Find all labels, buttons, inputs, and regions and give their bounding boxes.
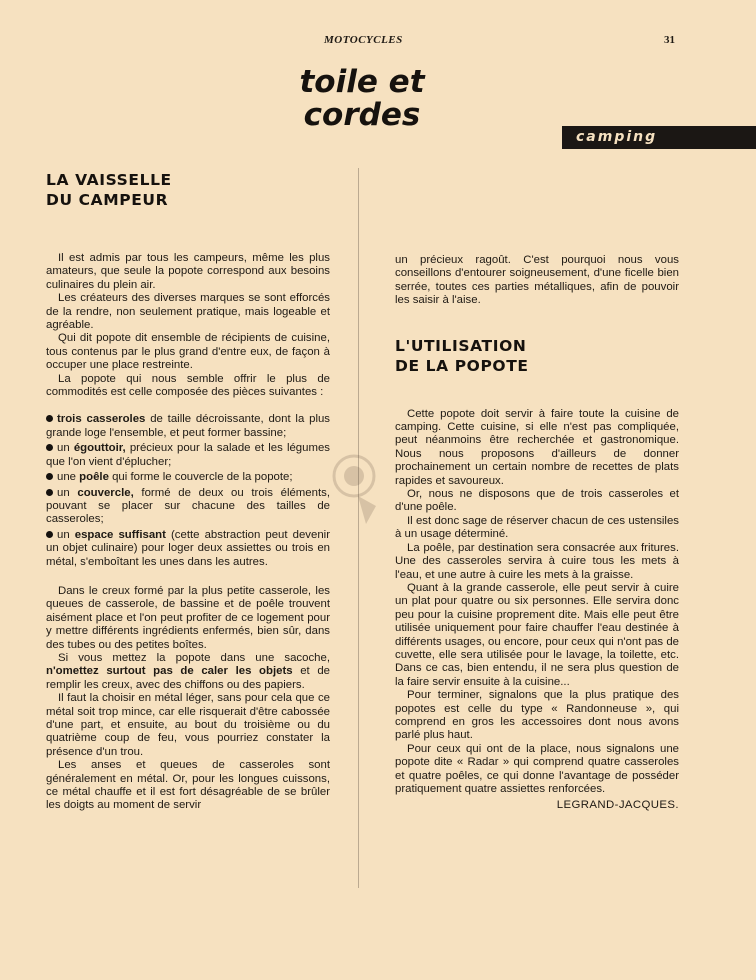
bullet-icon (46, 489, 53, 496)
section-heading-vaisselle (46, 170, 330, 210)
bullet-icon (46, 473, 53, 480)
list-item: un égouttoir, précieux pour la salade et les légumes que l'on vient d'éplucher; (46, 442, 330, 468)
paragraph: La popote qui nous semble offrir le plus de commodités est celle composée des pièces suivantes : (46, 372, 330, 399)
paragraph: Les créateurs des diverses marques se sont efforcés de la rendre, non seulement pratique, mais logeable et agréable. (46, 292, 330, 332)
list-item: un couvercle, formé de deux ou trois éléments, pouvant se placer sur chacune des tailles de casseroles; (46, 486, 330, 526)
column-divider (358, 168, 359, 888)
section-heading-utilisation (395, 336, 679, 376)
paragraph: Cette popote doit servir à faire toute la cuisine de camping. Cette cuisine, si elle n'est pas compliquée, peut néanmoins être recherchée et gastronomique. Nous nous proposons d'ailleurs de donner prochainement un certain nombre de recettes de plats rapides et savoureux. (395, 407, 679, 487)
list-item: une poêle qui forme le couvercle de la popote; (46, 471, 330, 484)
author-signature: LEGRAND-JACQUES. (556, 799, 679, 812)
paragraph-continuation: un précieux ragoût. C'est pourquoi nous vous conseillons d'entourer soigneusement, d'une ficelle bien serrée, toutes ces parties métalliques, afin de pouvoir les saisir à l'aise. (395, 254, 679, 307)
faded-stamp-image (328, 446, 386, 526)
article-title (292, 66, 432, 132)
list-item: un espace suffisant (cette abstraction peut devenir un objet culinaire) pour loger deux assiettes ou trois en métal, s'emboîtant les unes dans les autres. (46, 528, 330, 568)
paragraph: Quant à la grande casserole, elle peut servir à cuire un plat pour quatre ou six personnes. Elle servira donc peu pour la cuisine proprement dite. Mais elle peut être utilisée uniquement pour faire chauffer l'eau destinée à différents usages, ou encore, pour ceux qui n'ont pas de cuvette, elle sera utilisée pour le lavage, la toilette, etc. Dans ce cas, bien entendu, il ne sera plus question de la faire servir ensuite à la cuisine... (395, 581, 679, 688)
paragraph: Qui dit popote dit ensemble de récipients de cuisine, tous contenus par le plus grand d'entre eux, de façon à occuper une place restreinte. (46, 332, 330, 372)
bullet-icon (46, 444, 53, 451)
paragraph: Pour ceux qui ont de la place, nous signalons une popote dite « Radar » qui comprend quatre casseroles et quatre poêles, ce qui donne l'avantage de posséder pratiquement quatre assiettes renforcées. (395, 742, 679, 795)
paragraph: Si vous mettez la popote dans une sacoche, n'omettez surtout pas de caler les objets et de remplir les creux, avec des chiffons ou des papiers. (46, 651, 330, 691)
bullet-icon (46, 531, 53, 538)
paragraph: La poêle, par destination sera consacrée aux fritures. Une des casseroles servira à cuire tous les mets à l'eau, et une autre à cuire les mets à la graisse. (395, 541, 679, 581)
heading-line: L'UTILISATION (395, 336, 527, 355)
running-header: MOTOCYCLES (324, 34, 403, 46)
paragraph: Il est admis par tous les campeurs, même les plus amateurs, que seule la popote correspond aux besoins culinaires du plein air. (46, 252, 330, 291)
rubric-band: camping (562, 126, 756, 149)
left-column (46, 170, 330, 813)
paragraph: Il est donc sage de réserver chacun de ces ustensiles à un usage déterminé. (395, 514, 679, 541)
paragraph: Les anses et queues de casseroles sont généralement en métal. Or, pour les longues cuissons, ce métal chauffe et il est fort désagréable de se brûler les doigts au moment de servir (46, 759, 330, 812)
article-title-line-2: cordes (303, 97, 421, 133)
bullet-icon (46, 415, 53, 422)
page-number: 31 (664, 34, 675, 46)
paragraph: Dans le creux formé par la plus petite casserole, les queues de casserole, de bassine et de poêle trouvent aisément place et l'on peut profiter de ce logement pour y mettre différents ingrédients enfermés, bien sûr, dans des tubes ou des petites boîtes. (46, 584, 330, 651)
article-title-line-1: toile et (299, 64, 425, 100)
paragraph: Or, nous ne disposons que de trois casseroles et d'une poêle. (395, 488, 679, 514)
heading-line: DU CAMPEUR (46, 191, 169, 209)
paragraph: Pour terminer, signalons que la plus pratique des popotes est celle du type « Randonneuse », qui comprend en gros les accessoires dont nous avons parlé plus haut. (395, 689, 679, 742)
heading-line: DE LA POPOTE (395, 356, 529, 375)
list-item: trois casseroles de taille décroissante, dont la plus grande loge l'ensemble, et peut former bassine; (46, 413, 330, 439)
right-column (395, 254, 679, 812)
paragraph: Il faut la choisir en métal léger, sans pour cela que ce métal soit trop mince, car elle risquerait d'être cabossée d'une part, et ensuite, au bout du troisième ou du quatrième coup de feu, vous pourriez constater la présence d'un trou. (46, 692, 330, 758)
heading-line: LA VAISSELLE (46, 171, 172, 189)
